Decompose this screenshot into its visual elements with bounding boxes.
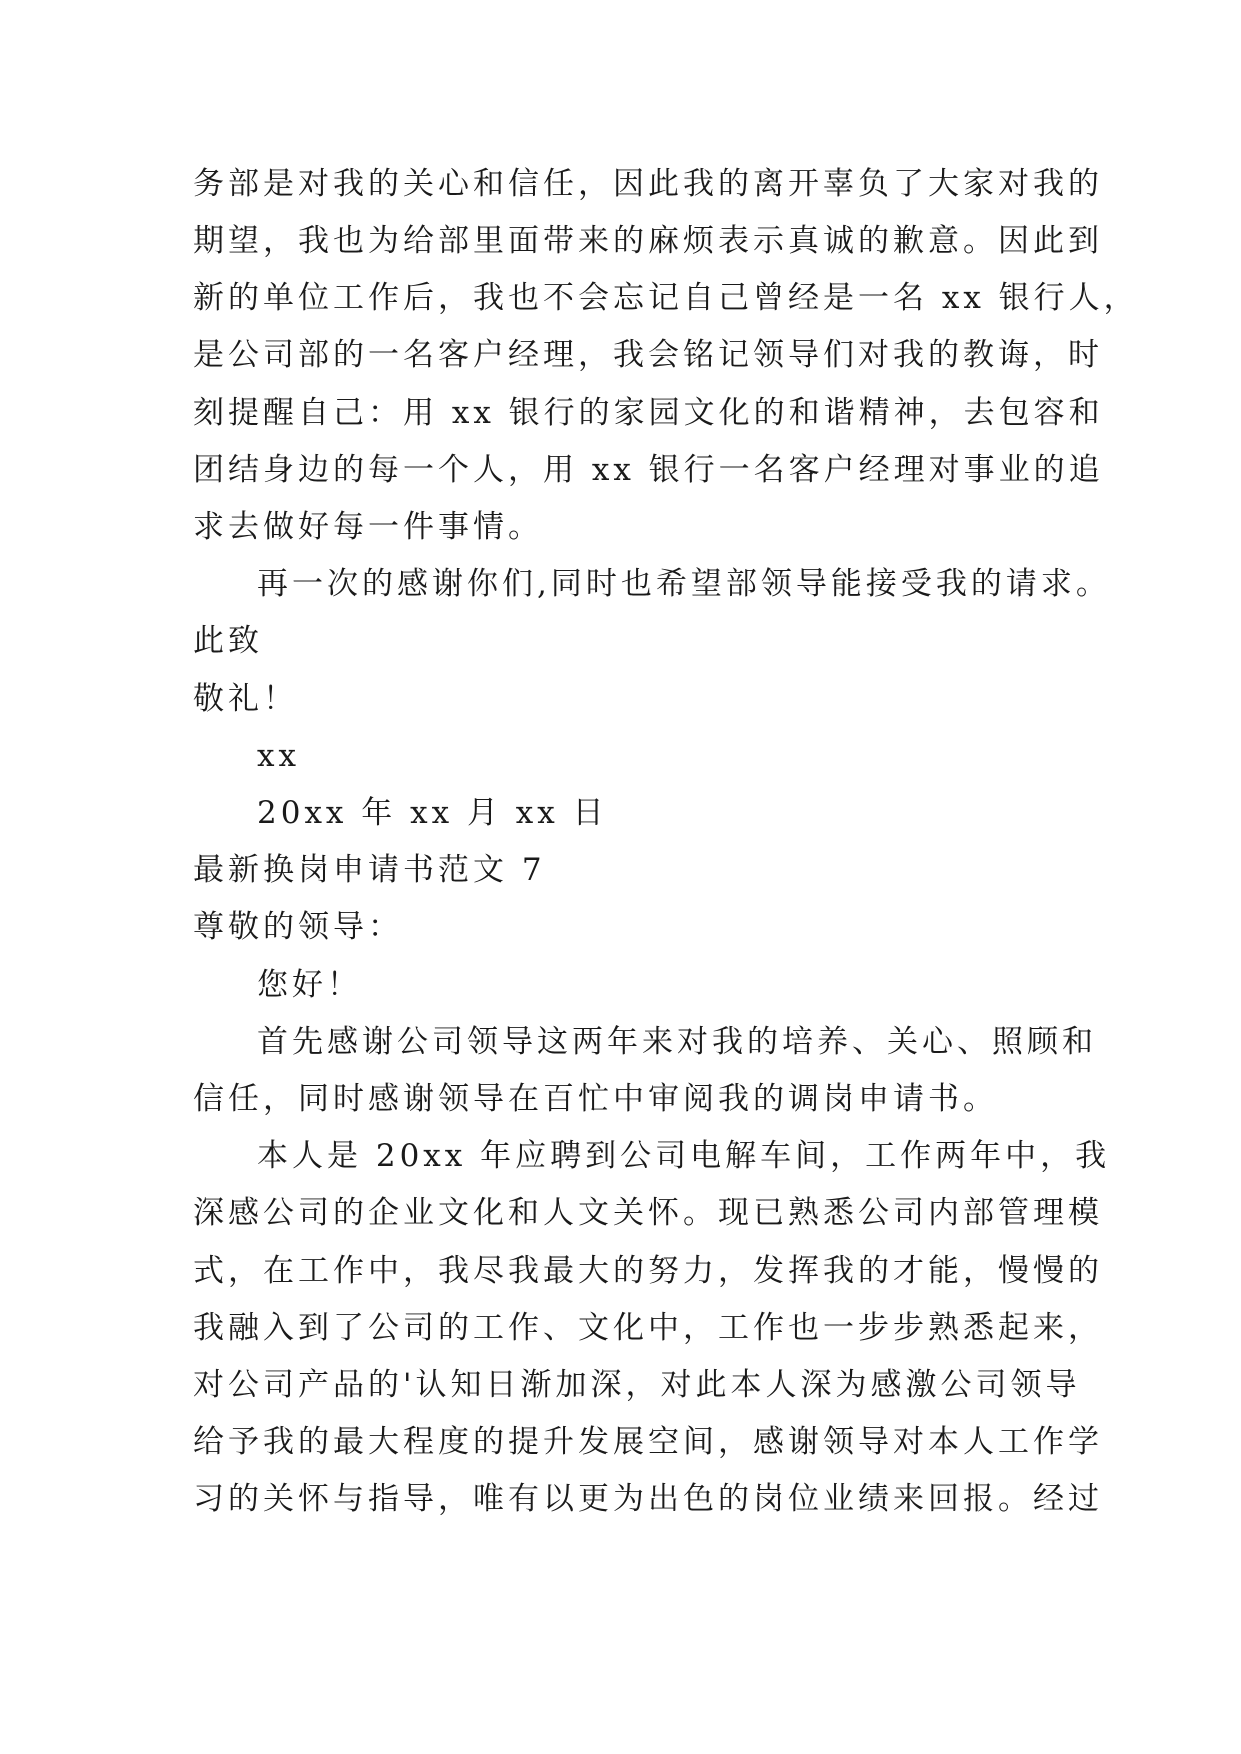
greeting-hello: 您好！ (257, 967, 362, 1003)
text-line: 深感公司的企业文化和人文关怀。现已熟悉公司内部管理模 (193, 1195, 1103, 1231)
signature-name: xx (257, 738, 300, 774)
signature-date: 20xx 年 xx 月 xx 日 (257, 795, 608, 831)
closing-salutation: 此致 (193, 623, 263, 659)
greeting: 尊敬的领导： (193, 909, 403, 945)
text-line: 期望，我也为给部里面带来的麻烦表示真诚的歉意。因此到 (193, 223, 1103, 259)
text-line: 给予我的最大程度的提升发展空间，感谢领导对本人工作学 (193, 1424, 1103, 1460)
text-line: 对公司产品的'认知日渐加深，对此本人深为感激公司领导 (193, 1367, 1081, 1403)
text-line: 习的关怀与指导，唯有以更为出色的岗位业绩来回报。经过 (193, 1481, 1103, 1517)
text-line: 刻提醒自己：用 xx 银行的家园文化的和谐精神，去包容和 (193, 395, 1104, 431)
section-title: 最新换岗申请书范文 7 (193, 852, 546, 888)
closing-regards: 敬礼！ (193, 681, 298, 717)
text-line: 是公司部的一名客户经理，我会铭记领导们对我的教诲，时 (193, 337, 1103, 373)
text-line: 首先感谢公司领导这两年来对我的培养、关心、照顾和 (257, 1024, 1097, 1060)
text-line: 求去做好每一件事情。 (193, 509, 543, 545)
text-line: 信任，同时感谢领导在百忙中审阅我的调岗申请书。 (193, 1081, 998, 1117)
text-line: 式，在工作中，我尽我最大的努力，发挥我的才能，慢慢的 (193, 1253, 1103, 1289)
text-line: 新的单位工作后，我也不会忘记自己曾经是一名 xx 银行人， (193, 280, 1139, 316)
text-line: 本人是 20xx 年应聘到公司电解车间，工作两年中，我 (257, 1138, 1111, 1174)
text-line: 团结身边的每一个人，用 xx 银行一名客户经理对事业的追 (193, 452, 1104, 488)
text-line: 务部是对我的关心和信任，因此我的离开辜负了大家对我的 (193, 166, 1103, 202)
text-line: 我融入到了公司的工作、文化中，工作也一步步熟悉起来， (193, 1310, 1103, 1346)
text-line: 再一次的感谢你们,同时也希望部领导能接受我的请求。 (257, 566, 1111, 602)
